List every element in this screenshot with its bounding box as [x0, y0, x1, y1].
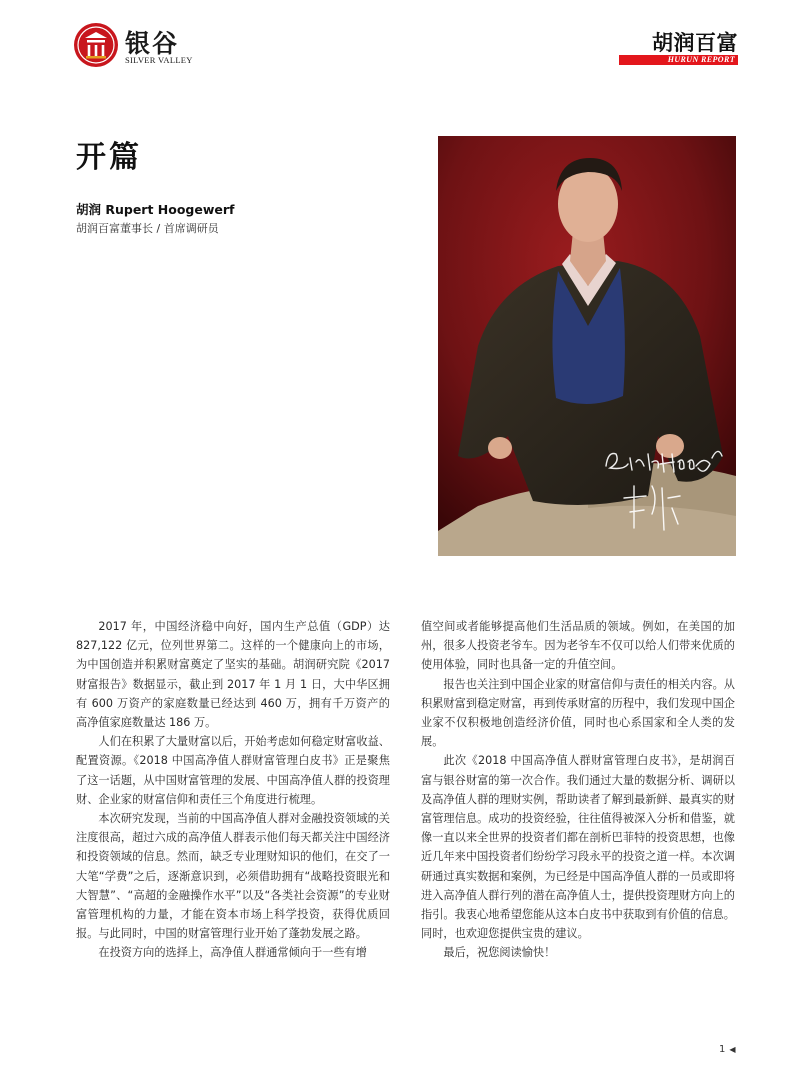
body-column-left	[76, 617, 390, 963]
page-arrow-icon: ◀	[729, 1045, 736, 1054]
author-portrait	[438, 136, 736, 556]
body-paragraph: 本次研究发现，当前的中国高净值人群对金融投资领域的关注度很高，超过六成的高净值人群表示他们每天都关注中国经济和投资领域的信息。然而，缺乏专业理财知识的他们，在交了一大笔“学费”之后，逐渐意识到，必须借助拥有“战略投资眼光和大智慧”、“高超的金融操作水平”以及“各类社会资源”的专业财富管理机构的力量，才能在资本市场上科学投资，获得优质回报。与此同时，中国的财富管理行业开始了蓬勃发展之路。	[76, 812, 390, 941]
body-paragraph: 报告也关注到中国企业家的财富信仰与责任的相关内容。从积累财富到稳定财富，再到传承财富的历程中，我们发现中国企业家不仅积极地创造经济价值，同时也心系国家和全人类的发展。	[421, 677, 735, 749]
hurun-name-en: HURUN REPORT	[667, 55, 735, 64]
body-paragraph: 人们在积累了大量财富以后，开始考虑如何稳定财富收益、配置资源。《2018 中国高净值人群财富管理白皮书》正是聚焦了这一话题，从中国财富管理的发展、中国高净值人群的投资理财、企业家的财富信仰和责任三个角度进行梳理。	[76, 735, 390, 806]
hurun-logo	[618, 27, 738, 67]
body-paragraph: 在投资方向的选择上，高净值人群通常倾向于一些有增	[98, 946, 367, 960]
page-title: 开篇	[76, 140, 142, 175]
hurun-name-cn: 胡润百富	[652, 31, 738, 55]
portrait-signature-cn: 胡润	[657, 506, 659, 507]
body-column-right	[421, 617, 735, 963]
body-paragraph-continuation: 值空间或者能够提高他们生活品质的领域。例如，在美国的加州，很多人投资老爷车。因为老爷车不仅可以给人们带来优质的使用体验，同时也具备一定的升值空间。	[421, 620, 735, 672]
portrait-illustration	[438, 136, 736, 556]
silver-valley-seal-icon	[73, 22, 119, 68]
author-role: 胡润百富董事长 / 首席调研员	[76, 222, 219, 235]
body-paragraph: 最后，祝您阅读愉快！	[443, 946, 556, 960]
silver-valley-logo	[73, 22, 213, 68]
body-paragraph: 2017 年，中国经济稳中向好，国内生产总值（GDP）达 827,122 亿元，位列世界第二。这样的一个健康向上的市场，为中国创造并积累财富奠定了坚实的基础。胡润研究院《2017 财富报告》数据显示，截止到 2017 年 1 月 1 日，大中华区拥有 600 万资产的家庭数量已经达到 460 万，拥有千万资产的高净值家庭数量达 186 万。	[76, 620, 390, 730]
page-number-value: 1	[719, 1044, 726, 1055]
page-number	[719, 1044, 736, 1055]
author-name: 胡润 Rupert Hoogewerf	[76, 202, 235, 217]
silver-valley-name-en: SILVER VALLEY	[125, 55, 193, 65]
body-paragraph: 此次《2018 中国高净值人群财富管理白皮书》，是胡润百富与银谷财富的第一次合作。我们通过大量的数据分析、调研以及高净值人群的理财实例，帮助读者了解到最新鲜、最真实的财富管理信息。成功的投资经验，往往值得被深入分析和借鉴，就像一直以来全世界的投资者们都在剖析巴菲特的投资思想，也像近几年来中国投资者们纷纷学习段永平的投资之道一样。本次调研通过真实数据和案例，为已经是中国高净值人群的一员或即将进入高净值人群行列的潜在高净值人士，提供投资理财方向上的指引。我衷心地希望您能从这本白皮书中获取到有价值的信息。同时，也欢迎您提供宝贵的建议。	[421, 754, 735, 941]
silver-valley-name-cn: 银谷	[125, 29, 180, 58]
portrait-signature: Rupert Hoogewerf	[665, 454, 675, 455]
